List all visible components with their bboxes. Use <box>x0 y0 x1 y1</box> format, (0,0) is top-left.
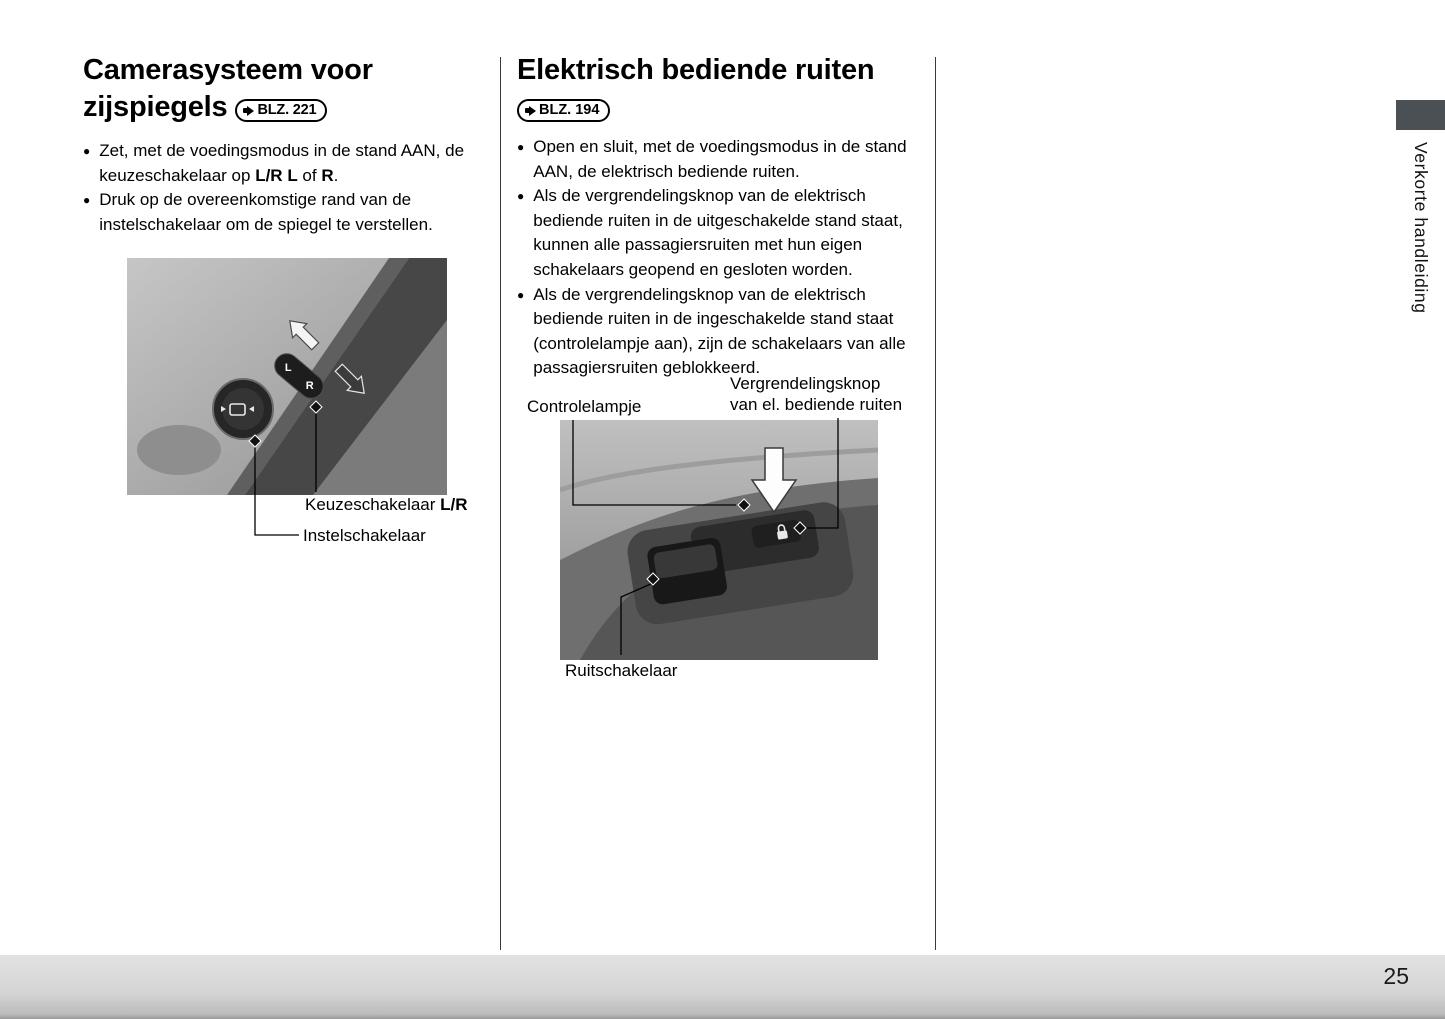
list-item <box>83 139 488 188</box>
svg-text:L: L <box>284 362 292 375</box>
page-reference-badge-right[interactable] <box>517 99 610 122</box>
bullet-text: Zet, met de voedingsmodus in de stand AAN, de keuzeschakelaar op L/R L of R. <box>99 141 465 185</box>
chapter-tab[interactable] <box>1396 142 1445 314</box>
section-title-left <box>83 52 488 126</box>
figure-mirror-controls <box>127 258 447 495</box>
section-title-right-text: Elektrisch bediende ruiten <box>517 54 875 86</box>
callout-lock-button-line2: van el. bediende ruiten <box>730 395 903 414</box>
footer-band <box>0 955 1445 1019</box>
arrow-right-icon <box>243 106 254 116</box>
svg-text:R: R <box>305 379 314 392</box>
callout-selector-switch: Keuzeschakelaar L/R <box>305 495 468 514</box>
bullet-icon: ● <box>517 189 525 204</box>
bullet-text: Als de vergrendelingsknop van de elektrisch bediende ruiten in de uitgeschakelde stand staat, kunnen alle passagiersruiten met hun eigen schakelaars geopend en gesloten worden. <box>533 186 903 279</box>
page-reference-label: BLZ. 194 <box>539 102 600 118</box>
section-title-left-text: Camerasysteem voor zijspiegels <box>83 54 373 123</box>
bullet-text: Als de vergrendelingsknop van de elektrisch bediende ruiten in de ingeschakelde stand staat (controlelampje aan), zijn de schakelaars van alle passagiersruiten geblokkeerd. <box>533 284 906 378</box>
list-item <box>83 188 488 237</box>
list-item <box>517 184 919 282</box>
window-switch <box>646 537 728 606</box>
callout-lock-button <box>730 373 902 415</box>
page-number: 25 <box>1383 963 1409 989</box>
column-divider-left <box>500 57 501 950</box>
arrow-right-icon <box>525 106 536 116</box>
callout-window-switch: Ruitschakelaar <box>565 661 678 680</box>
window-switches-photo <box>560 420 878 660</box>
callout-indicator-lamp: Controlelampje <box>527 397 642 416</box>
page-reference-label: BLZ. 221 <box>257 102 317 118</box>
list-item <box>517 283 919 381</box>
callout-adjustment-switch: Instelschakelaar <box>303 526 426 545</box>
page-reference-badge-left[interactable] <box>235 99 327 122</box>
chapter-tab-label: Verkorte handleiding <box>1411 142 1431 314</box>
bullet-icon: ● <box>517 287 525 302</box>
bullet-icon: ● <box>83 144 91 158</box>
chapter-tab-marker <box>1396 100 1445 130</box>
mirror-controls-photo <box>127 258 447 495</box>
indicator-lamp <box>743 503 749 509</box>
callout-lock-button-line1: Vergrendelingsknop <box>730 374 881 393</box>
bullet-icon: ● <box>517 140 525 154</box>
left-column <box>83 52 488 237</box>
figure-window-switches <box>560 420 878 660</box>
bullet-icon: ● <box>83 193 91 208</box>
section-title-right <box>517 52 919 89</box>
bullet-list-left <box>83 139 488 237</box>
bullet-text: Open en sluit, met de voedingsmodus in de stand AAN, de elektrisch bediende ruiten. <box>533 137 907 181</box>
bullet-text: Druk op de overeenkomstige rand van de instelschakelaar om de spiegel te verstellen. <box>99 190 433 234</box>
column-divider-right <box>935 57 936 950</box>
list-item <box>517 135 919 184</box>
right-column <box>517 52 919 381</box>
bullet-list-right <box>517 135 919 381</box>
